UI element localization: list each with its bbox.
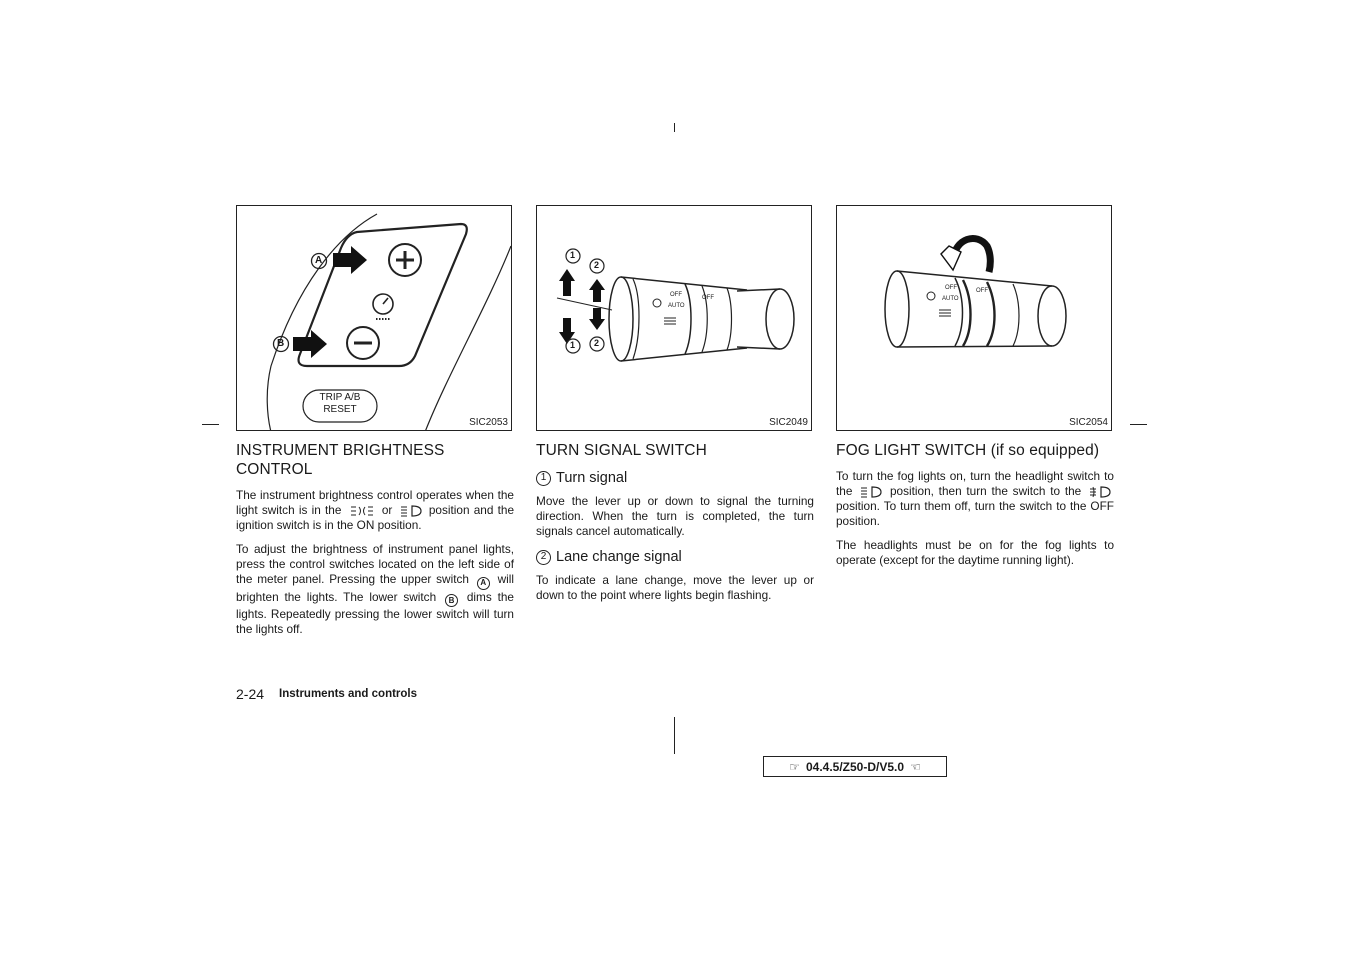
crop-mark-bottom xyxy=(674,717,675,754)
subheading-lane-change: 2 Lane change signal xyxy=(536,548,814,566)
number-marker-2: 2 xyxy=(536,550,551,565)
column-brightness xyxy=(236,441,514,646)
fog-light-illustration xyxy=(837,206,1112,431)
heading-fog-light: FOG LIGHT SWITCH (if so equipped) xyxy=(836,442,1100,459)
figure-code: SIC2053 xyxy=(469,417,508,428)
trip-button-label: TRIP A/B RESET xyxy=(319,392,361,415)
paragraph-turn-signal: Move the lever up or down to signal the turning direction. When the turn is completed, the turn signals cancel automatically. xyxy=(536,494,814,538)
paragraph-brightness-1: The instrument brightness control operates when the light switch is in the or position and the ignition switch is in the ON position. xyxy=(236,488,515,532)
lever-label-off-1: OFF xyxy=(945,285,957,291)
lever-label-off-2: OFF xyxy=(702,295,714,301)
callout-b-label: B xyxy=(277,338,285,349)
figure-brightness xyxy=(236,205,512,431)
headlight-icon xyxy=(860,486,882,498)
paragraph-fog-light-1: To turn the fog lights on, turn the headlight switch to the position, then turn the switch to the position. To turn them off, turn the switch to the OFF position. xyxy=(836,469,1114,528)
subheading-turn-signal: 1 Turn signal xyxy=(536,469,814,487)
version-text: 04.4.5/Z50-D/V5.0 xyxy=(805,759,905,774)
callout-1-top: 1 xyxy=(570,250,576,260)
callout-2-bottom: 2 xyxy=(594,338,600,348)
callout-2-top: 2 xyxy=(594,260,600,270)
headlight-icon xyxy=(400,505,422,517)
paragraph-fog-light-2: The headlights must be on for the fog lights to operate (except for the daytime running light). xyxy=(836,538,1114,567)
turn-signal-illustration xyxy=(537,206,812,431)
paragraph-lane-change: To indicate a lane change, move the lever up or down to the point where lights begin flashing. xyxy=(536,573,814,602)
callout-1-bottom: 1 xyxy=(570,340,576,350)
marker-b: B xyxy=(445,594,458,607)
figure-fog-light xyxy=(836,205,1112,431)
lever-label-off-2: OFF xyxy=(976,288,988,294)
callout-a-label: A xyxy=(315,255,323,266)
page-number: 2-24 xyxy=(236,686,265,702)
marker-a: A xyxy=(477,577,490,590)
pointing-hand-icon: ☞ xyxy=(789,759,800,774)
column-fog-light xyxy=(836,441,1114,577)
section-title: Instruments and controls xyxy=(279,688,418,700)
crop-mark-left xyxy=(202,424,219,425)
pointing-hand-icon: ☜ xyxy=(910,759,921,774)
number-marker-1: 1 xyxy=(536,471,551,486)
crop-mark-right xyxy=(1130,424,1147,425)
figure-code: SIC2054 xyxy=(1069,417,1108,428)
paragraph-brightness-2: To adjust the brightness of instrument panel lights, press the control switches located on the left side of the meter panel. Pressing the upper switch A will brighten the lights. The lower switch B dims the lights. Repeatedly pressing the lower switch will turn the lights off. xyxy=(236,542,515,636)
parking-light-icon xyxy=(349,505,375,517)
figure-turn-signal xyxy=(536,205,812,431)
crop-mark-top xyxy=(674,123,675,132)
heading-brightness: INSTRUMENT BRIGHTNESS CONTROL xyxy=(236,442,445,478)
heading-turn-signal: TURN SIGNAL SWITCH xyxy=(536,442,707,459)
column-turn-signal xyxy=(536,441,814,612)
figure-code: SIC2049 xyxy=(769,417,808,428)
lever-label-auto: AUTO xyxy=(668,303,685,309)
fog-light-icon xyxy=(1089,486,1111,498)
lever-label-auto: AUTO xyxy=(942,296,959,302)
lever-label-off-1: OFF xyxy=(670,292,682,298)
version-label xyxy=(763,756,947,777)
